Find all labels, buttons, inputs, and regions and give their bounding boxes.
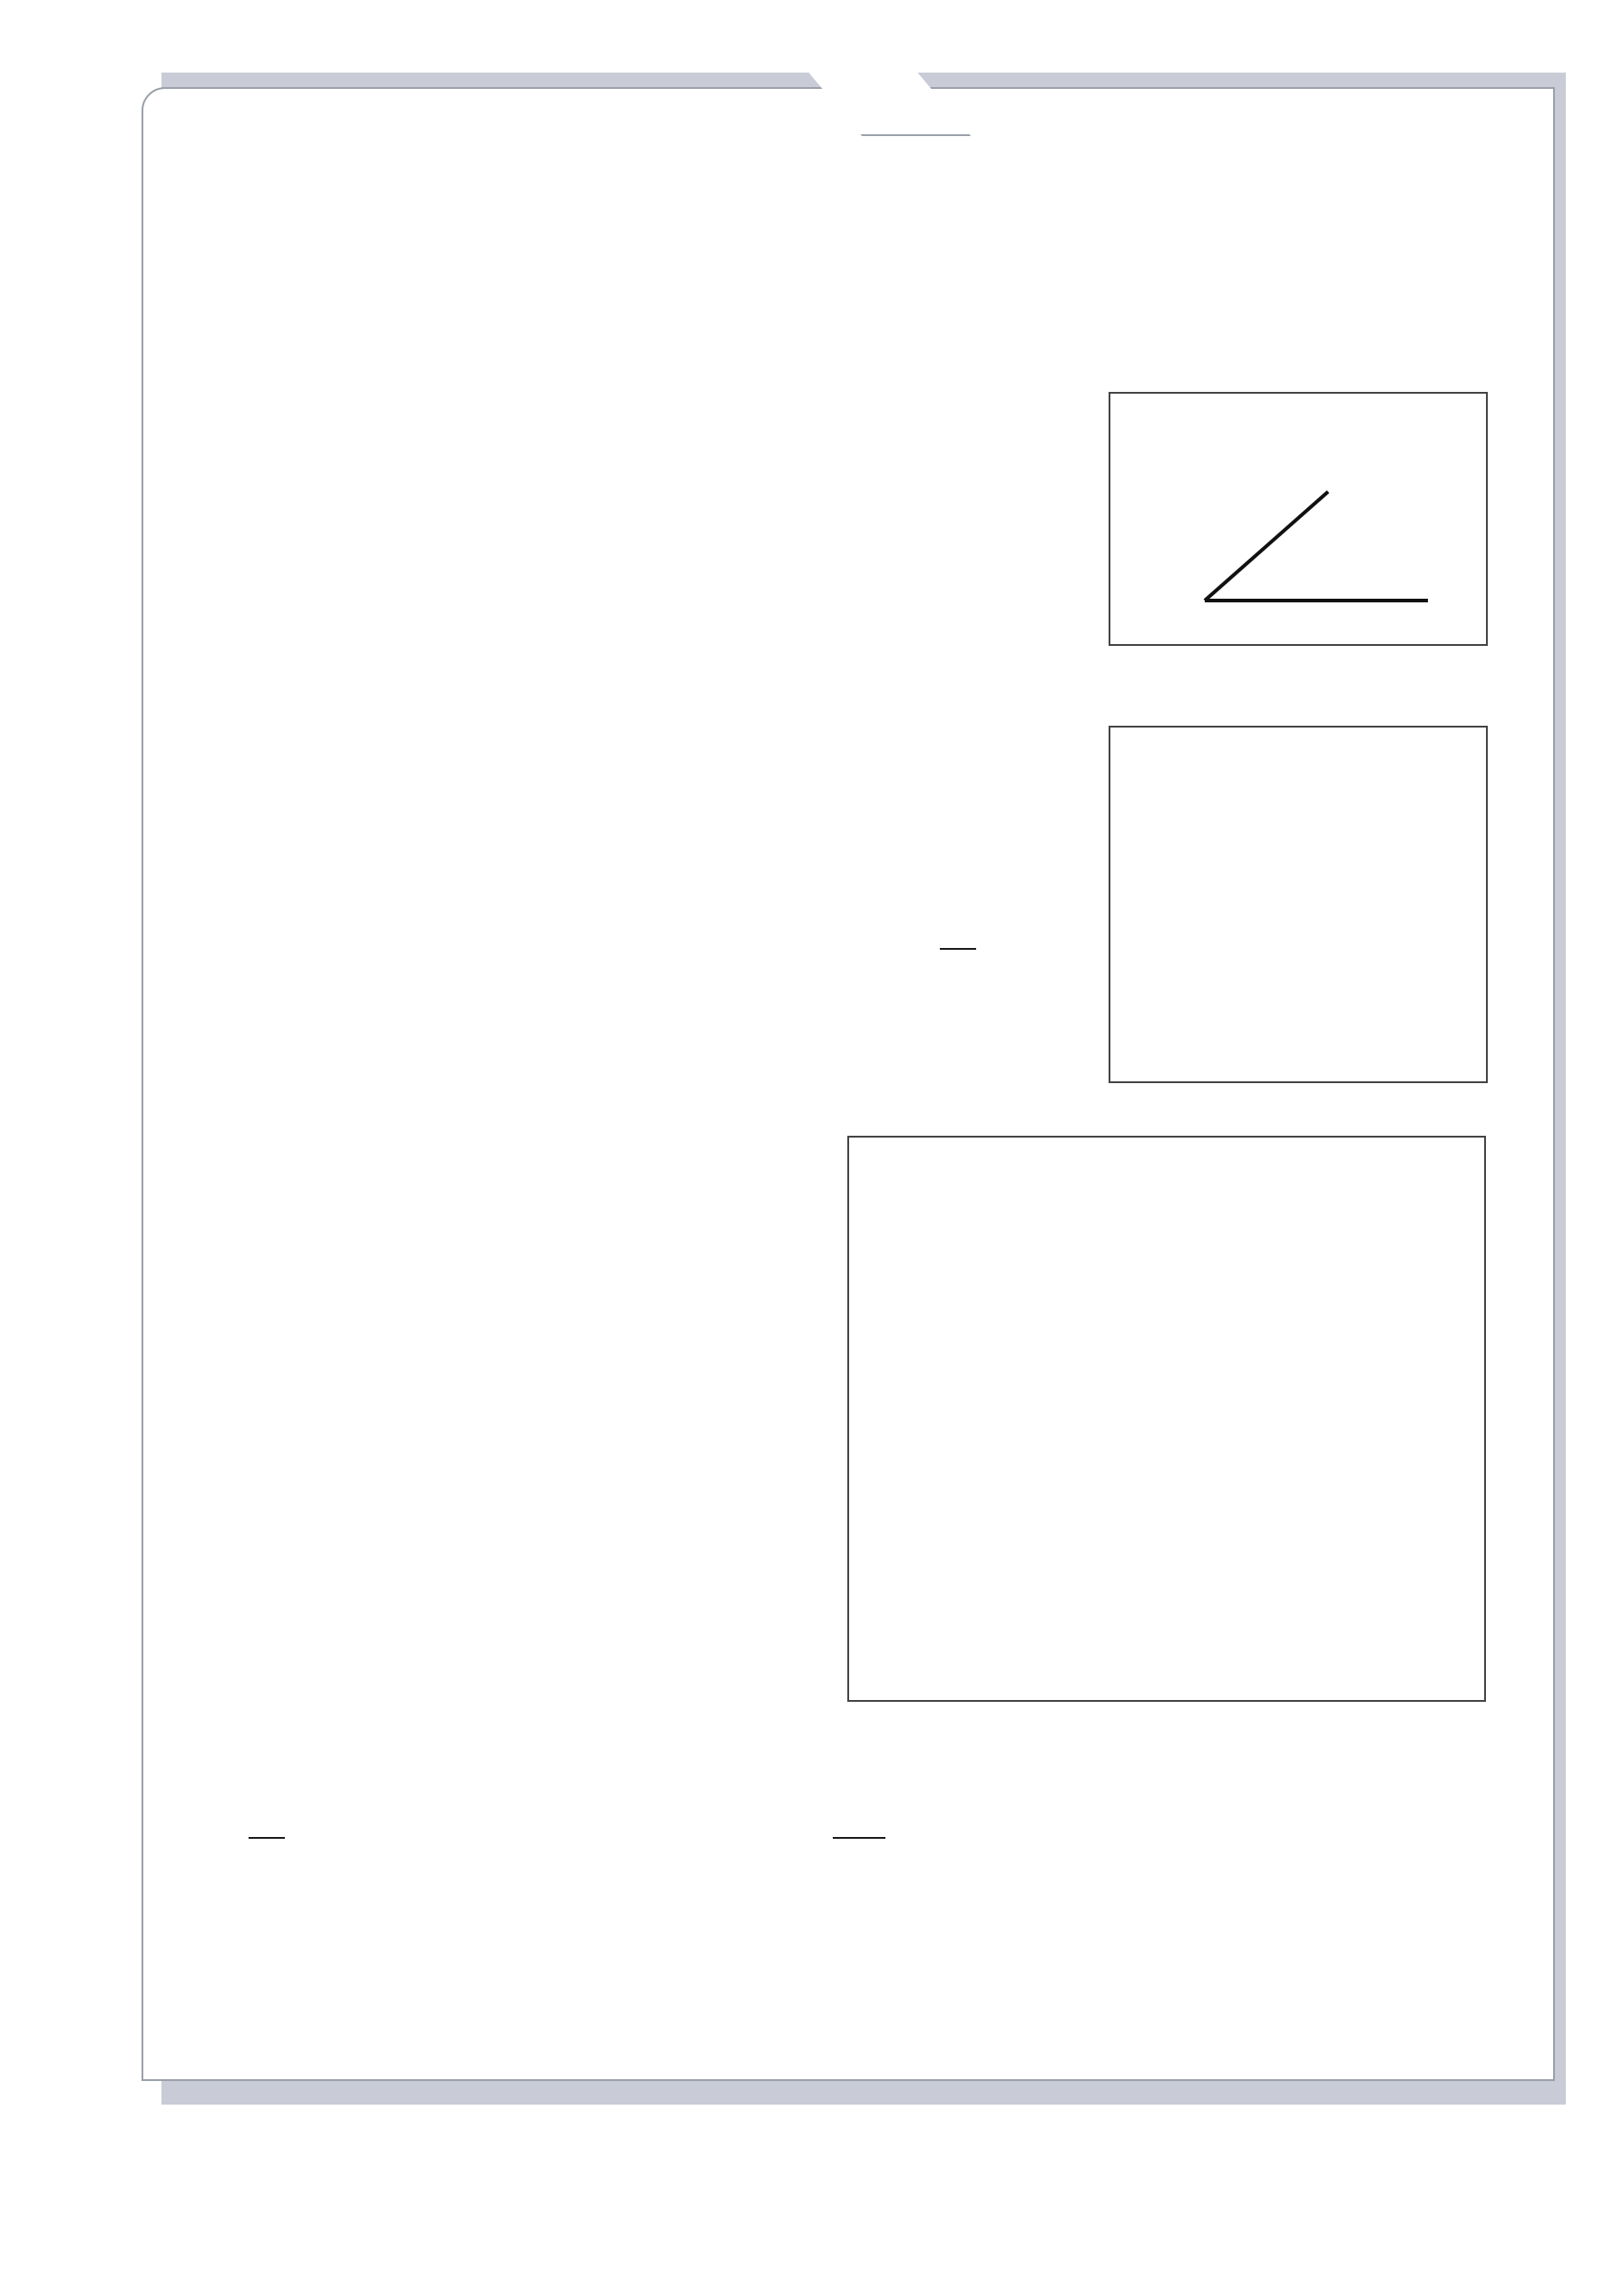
fraction-five-eighths [249,1834,285,1842]
angle-figure [1109,392,1488,646]
land-plan-drawing [849,1138,1484,1700]
angle-drawing [1110,394,1486,644]
segments-figure [1109,726,1488,1083]
fraction-bar [249,1837,285,1839]
fraction-bar [940,948,976,950]
fraction-bar [833,1837,885,1839]
ray-dc [1205,492,1328,601]
fraction-four-tenths [833,1834,885,1842]
fraction-two-fifths [940,945,976,953]
segments-drawing [1110,728,1486,1081]
land-plan-figure [847,1136,1486,1702]
